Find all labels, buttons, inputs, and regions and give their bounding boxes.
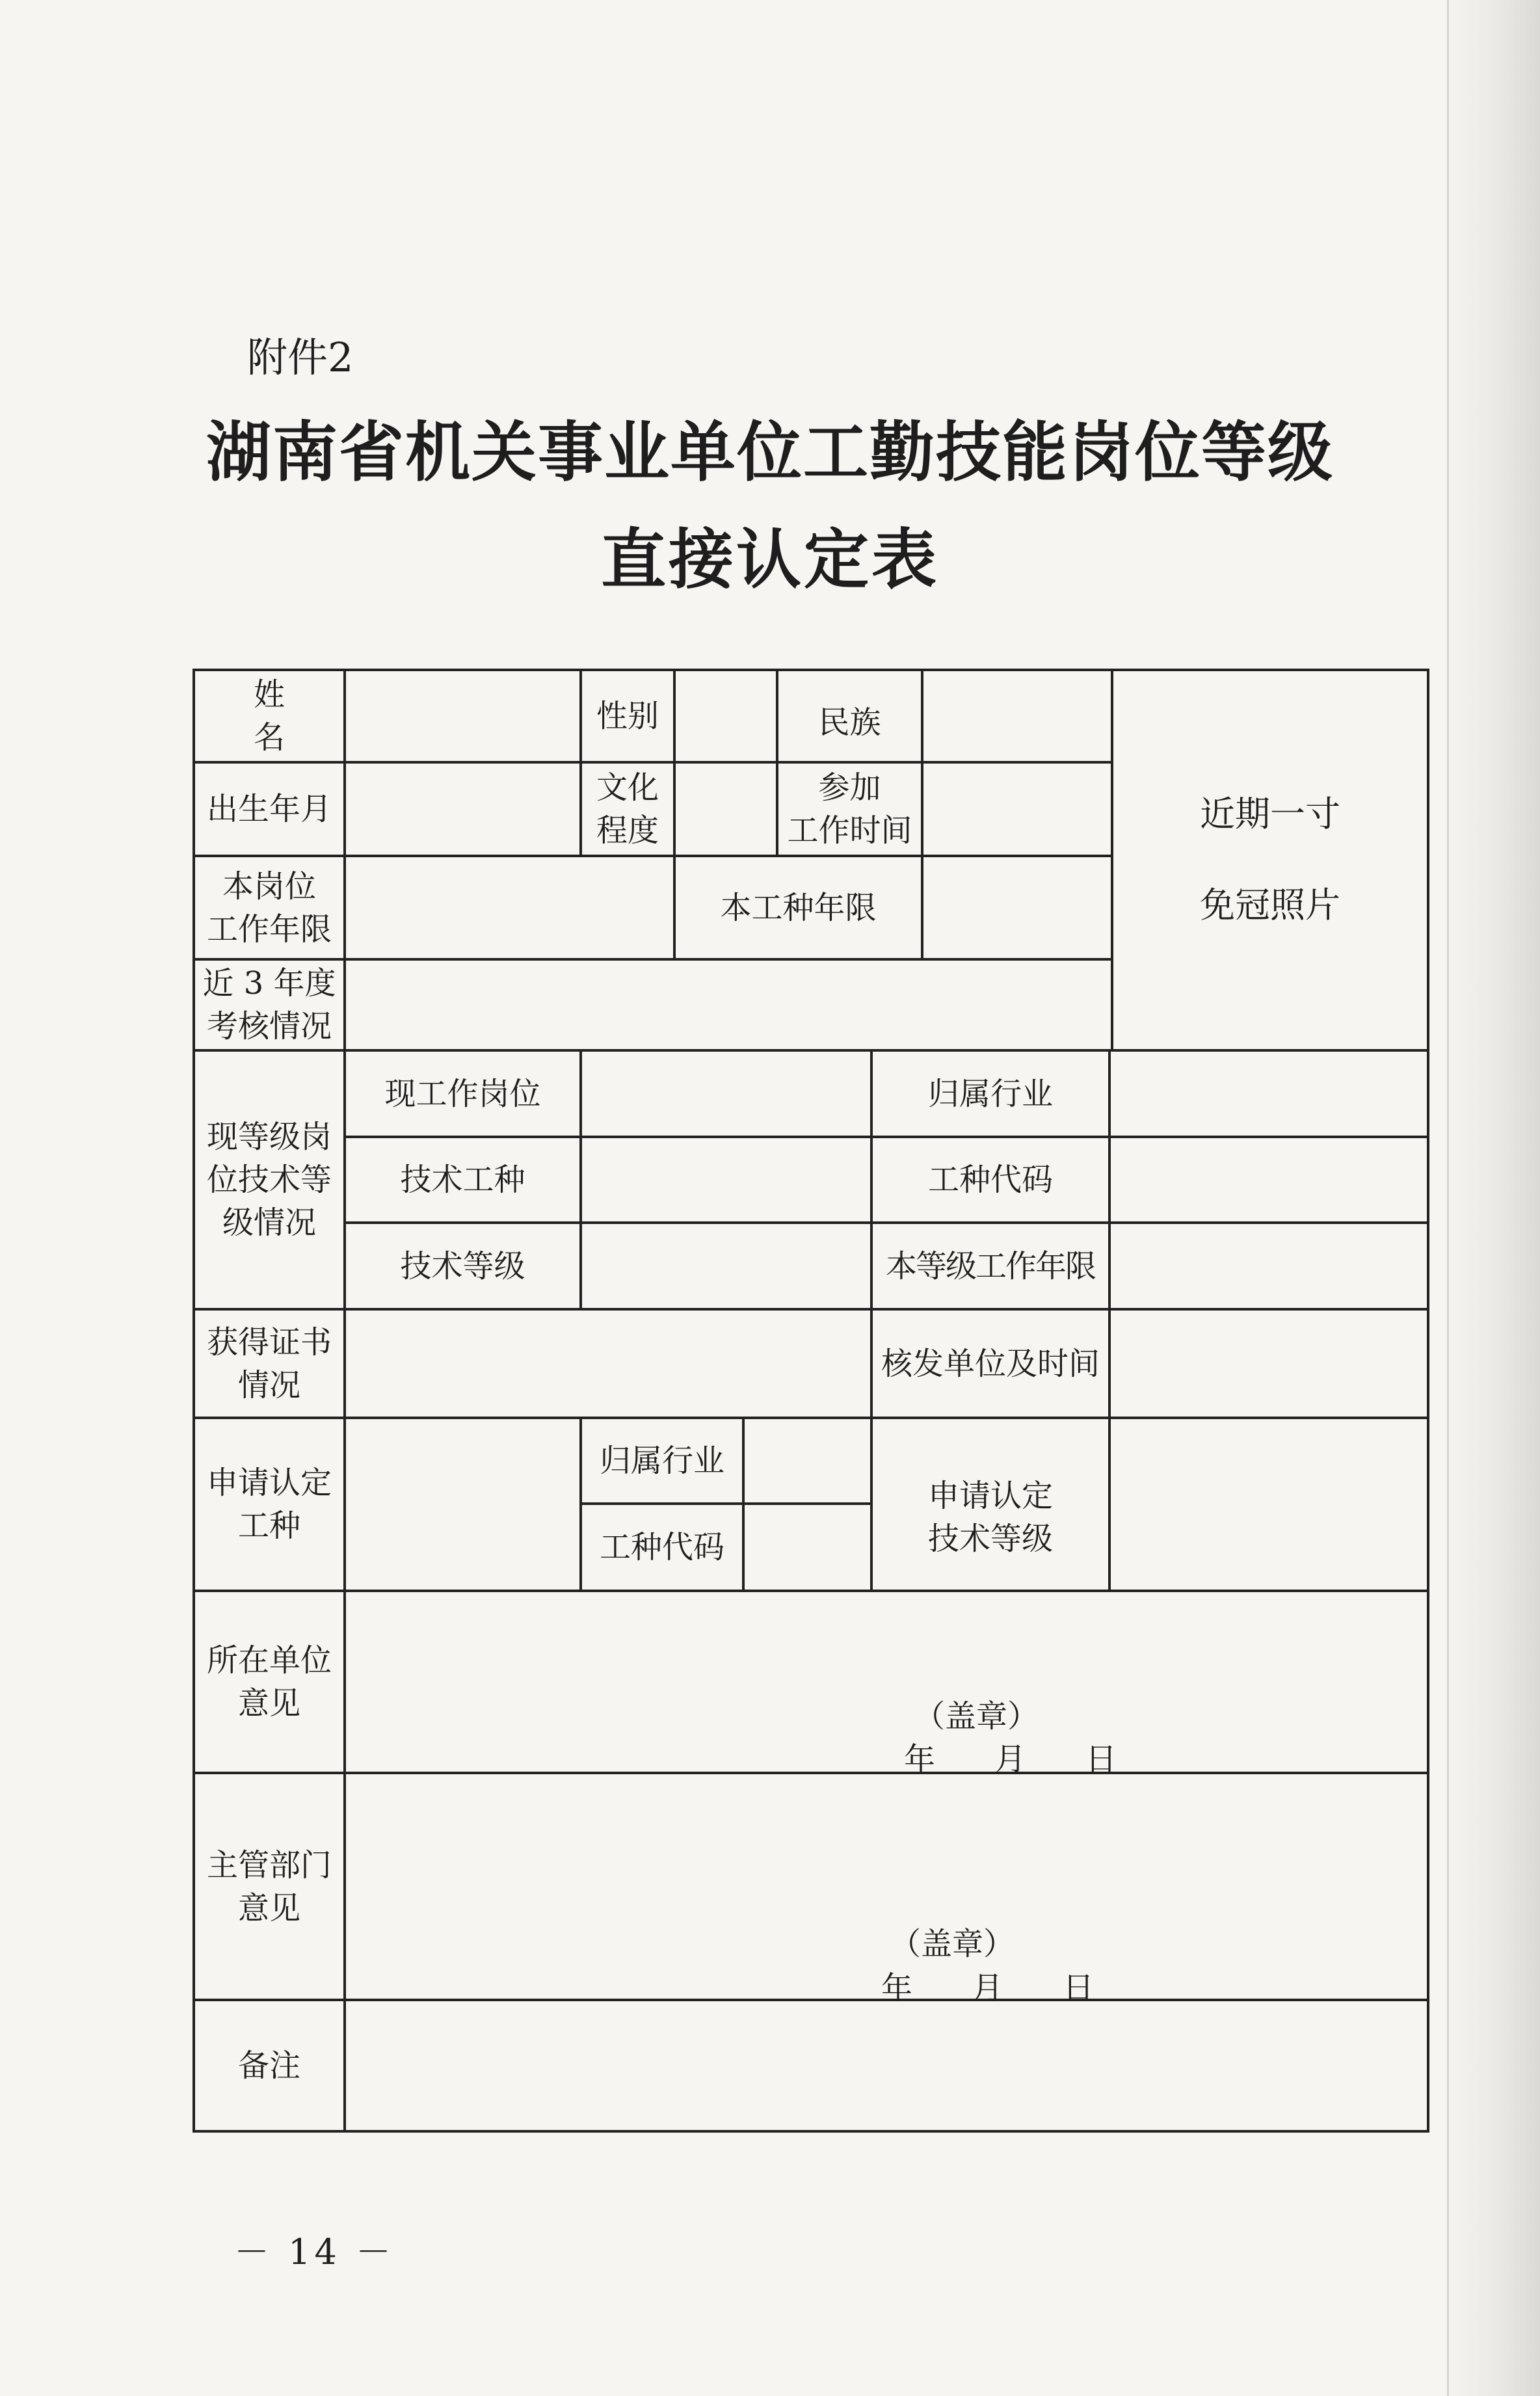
dept-seal-text: （盖章） <box>890 1926 1015 1962</box>
label-apply-trade: 申请认定 工种 <box>206 1465 332 1544</box>
label-tech-level: 技术等级 <box>400 1247 525 1285</box>
label-appraisal: 近 3 年度 考核情况 <box>202 965 336 1045</box>
label-level-years: 本等级工作年限 <box>885 1247 1095 1285</box>
attachment-label: 附件2 <box>247 334 354 381</box>
label-unit-opinion: 所在单位 意见 <box>206 1642 332 1722</box>
label-issuer-time: 核发单位及时间 <box>881 1345 1100 1382</box>
label-dept-opinion: 主管部门 意见 <box>206 1846 332 1926</box>
label-remarks: 备注 <box>237 2047 300 2084</box>
label-name: 姓 名 <box>253 676 316 756</box>
label-apply-industry: 归属行业 <box>599 1443 724 1479</box>
label-post-years: 本岗位 工作年限 <box>206 868 332 948</box>
label-industry: 归属行业 <box>927 1075 1053 1112</box>
page-number: － 14 － <box>234 2231 395 2272</box>
label-certificate: 获得证书 情况 <box>206 1324 332 1404</box>
label-photo: 近期一寸 免冠照片 <box>1200 793 1340 925</box>
label-current-post: 现工作岗位 <box>384 1075 541 1112</box>
label-work-start: 参加 工作时间 <box>787 769 912 849</box>
dept-date-text: 年 月 日 <box>881 1970 1095 2006</box>
document-title-line1: 湖南省机关事业单位工勤技能岗位等级 <box>206 414 1334 490</box>
unit-seal-text: （盖章） <box>914 1698 1039 1735</box>
label-trade-code: 工种代码 <box>927 1162 1053 1198</box>
label-apply-trade-code: 工种代码 <box>599 1529 724 1565</box>
label-gender: 性别 <box>596 698 659 734</box>
unit-date-text: 年 月 日 <box>904 1741 1117 1777</box>
label-education: 文化 程度 <box>596 769 659 849</box>
label-tech-trade: 技术工种 <box>400 1162 525 1198</box>
label-apply-level: 申请认定 技术等级 <box>927 1478 1053 1557</box>
label-trade-years: 本工种年限 <box>720 889 877 926</box>
label-birth-date: 出生年月 <box>206 791 332 827</box>
document-title-line2: 直接认定表 <box>601 522 939 598</box>
label-current-level: 现等级岗 位技术等 级情况 <box>206 1119 332 1241</box>
label-ethnicity: 民族 <box>818 704 881 741</box>
